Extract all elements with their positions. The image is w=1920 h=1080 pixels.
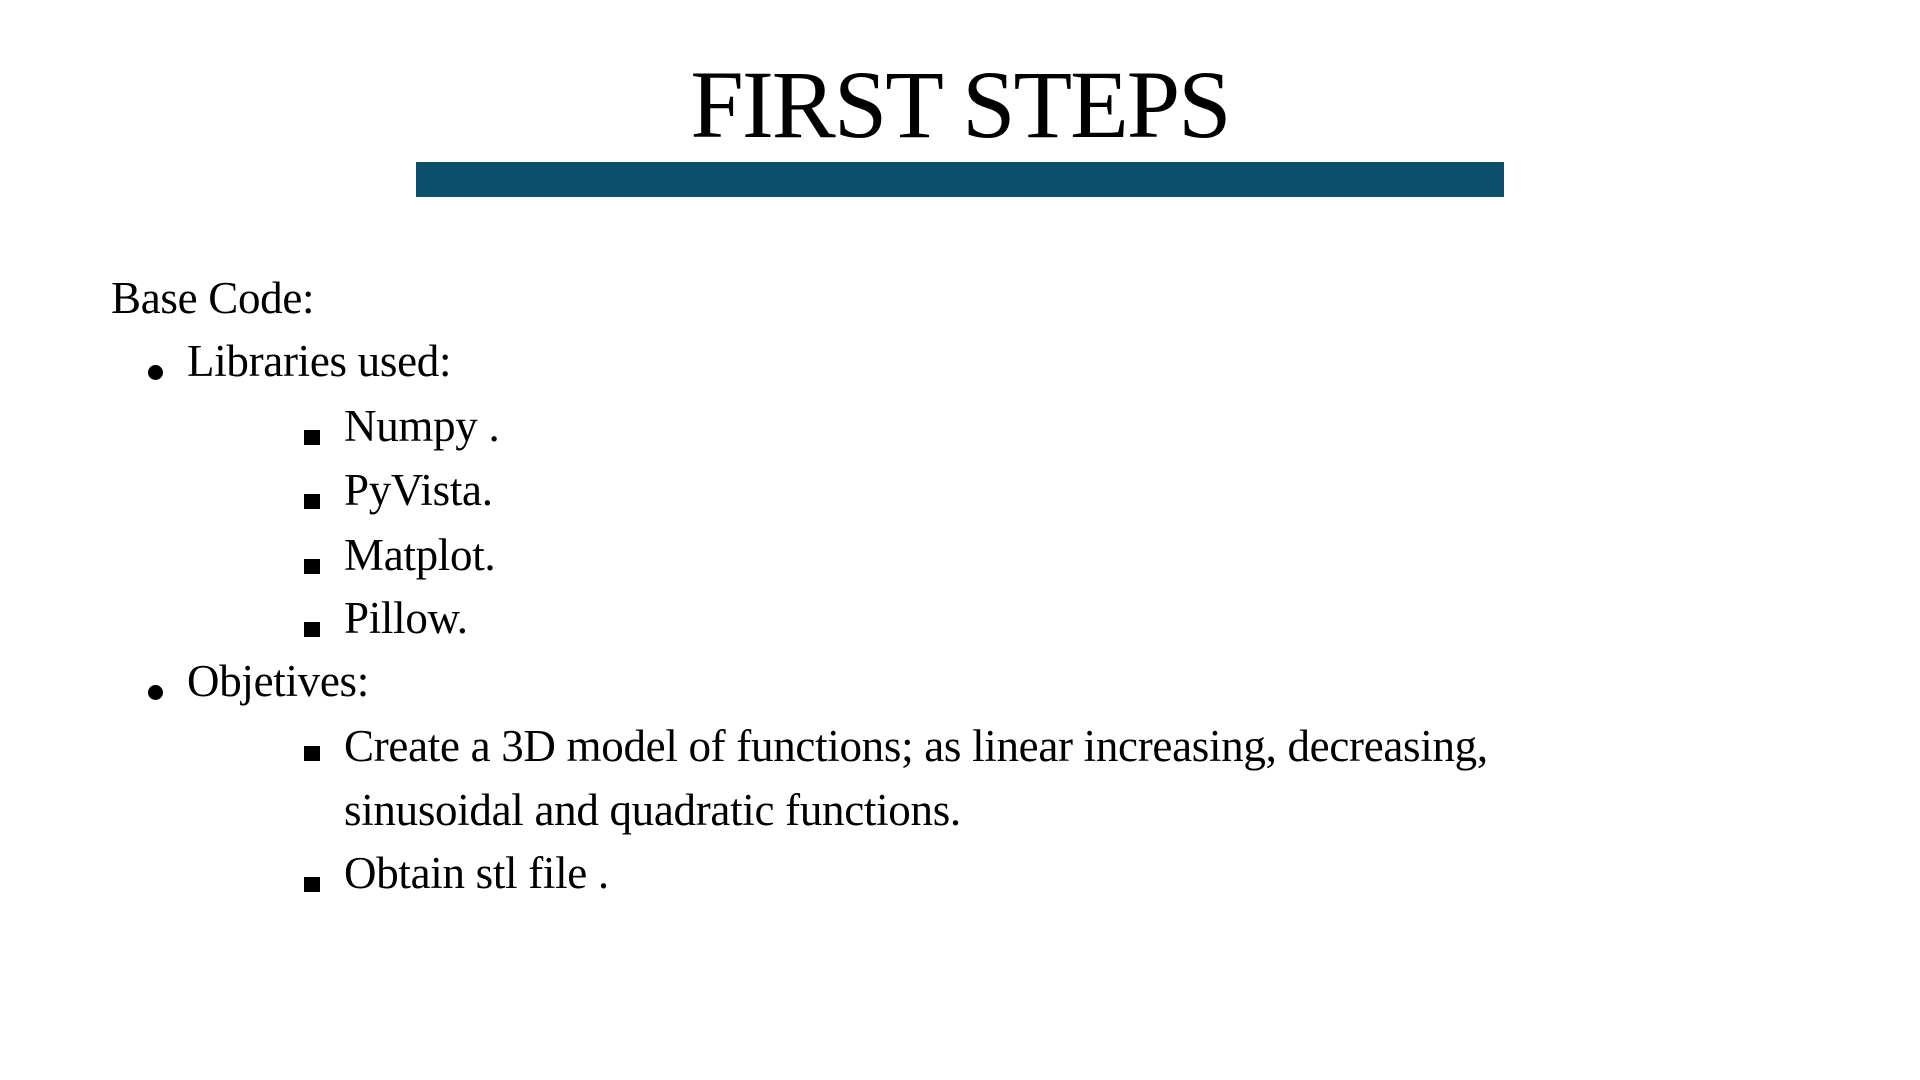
base-code-heading: Base Code: xyxy=(111,273,315,323)
bullet-square-icon xyxy=(304,559,320,574)
list-item-matplot: Matplot. xyxy=(344,530,496,580)
bullet-square-icon xyxy=(304,622,320,637)
list-item-numpy: Numpy . xyxy=(344,401,500,451)
section-label-objetives: Objetives: xyxy=(187,656,369,706)
list-item-pillow: Pillow. xyxy=(344,593,468,643)
list-item-pyvista: PyVista. xyxy=(344,465,493,515)
bullet-square-icon xyxy=(304,877,320,892)
section-label-libraries: Libraries used: xyxy=(187,336,452,386)
bullet-dot-icon xyxy=(148,365,163,380)
title-underline-bar xyxy=(416,162,1504,197)
list-item-create-3d-model-line2: sinusoidal and quadratic functions. xyxy=(344,785,961,835)
list-item-obtain-stl: Obtain stl file . xyxy=(344,848,609,898)
slide-title: FIRST STEPS xyxy=(690,51,1230,158)
list-item-create-3d-model-line1: Create a 3D model of functions; as linear increasing, decreasing, xyxy=(344,721,1488,771)
bullet-square-icon xyxy=(304,494,320,509)
bullet-square-icon xyxy=(304,746,320,761)
bullet-dot-icon xyxy=(148,685,163,700)
bullet-square-icon xyxy=(304,430,320,445)
